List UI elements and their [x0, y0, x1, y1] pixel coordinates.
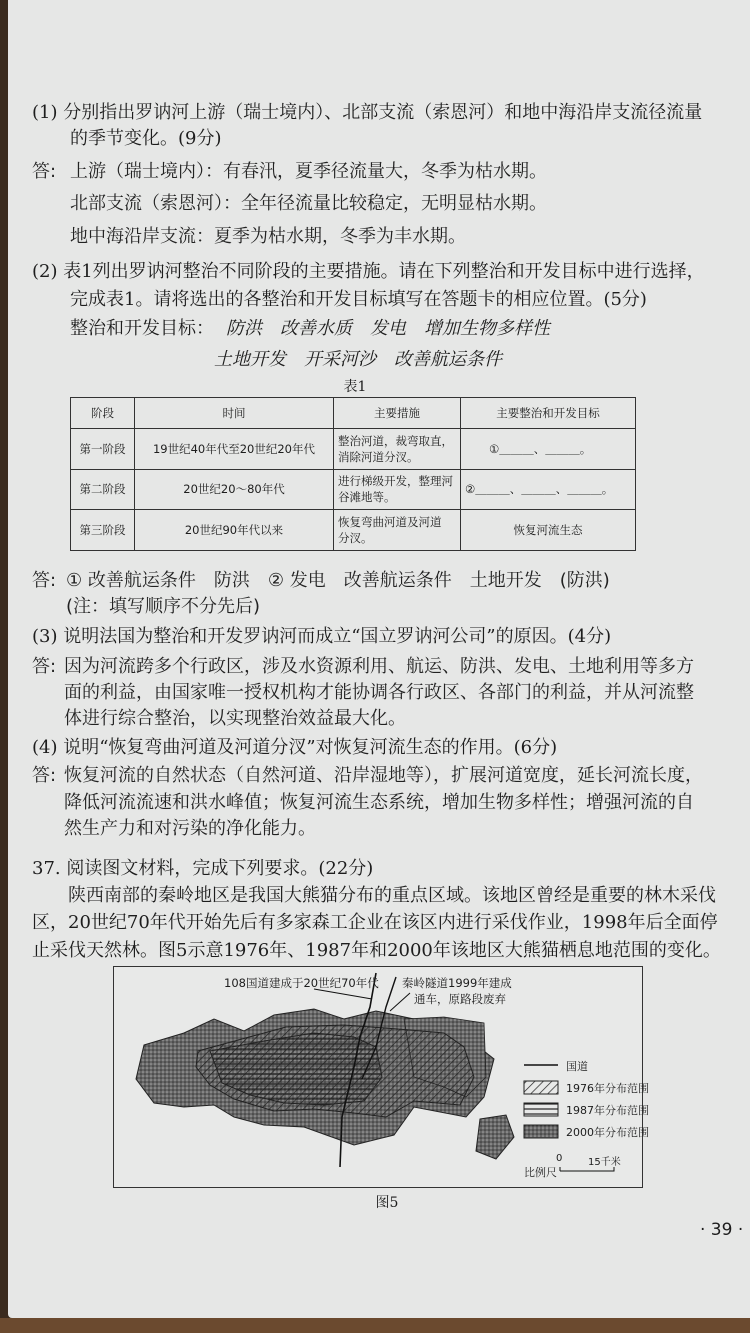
measure-text: 谷滩地等。 [338, 490, 396, 505]
q3-answer-2: 面的利益，由国家唯一授权机构才能协调各行政区、各部门的利益，并从河流整 [64, 682, 694, 703]
q37-title: 37. 阅读图文材料，完成下列要求。(22分) [32, 858, 374, 879]
q1-answer-3: 地中海沿岸支流：夏季为枯水期，冬季为丰水期。 [70, 226, 466, 247]
measure-text: 进行梯级开发，整理河 [338, 474, 453, 489]
scale-km: 15千米 [588, 1157, 621, 1168]
q3-answer-3: 体进行综合整治，以实现整治效益最大化。 [64, 708, 406, 729]
q1-answer-1: 上游（瑞士境内）：有春汛，夏季径流量大，冬季为枯水期。 [70, 161, 547, 182]
q37-para-line1: 陕西南部的秦岭地区是我国大熊猫分布的重点区域。该地区曾经是重要的林木采伐 [68, 885, 716, 906]
measure-cell [334, 469, 461, 510]
goal-cell: 恢复河流生态 [461, 510, 636, 551]
table-row [71, 429, 636, 470]
q4-answer-prefix: 答: [32, 765, 57, 786]
scale-label: 比例尺 [524, 1166, 557, 1179]
q1-line2: 的季节变化。(9分) [70, 128, 222, 149]
table-header-row [71, 398, 636, 429]
goal-cell: ①＿＿＿、＿＿＿。 [461, 429, 636, 470]
col-header: 主要措施 [334, 398, 461, 429]
q2-line1: (2) 表1列出罗讷河整治不同阶段的主要措施。请在下列整治和开发目标中进行选择， [32, 261, 705, 282]
measure-text: 整治河道，裁弯取直， [338, 433, 453, 448]
measure-text: 消除河道分汊。 [338, 449, 419, 464]
q1-line1: (1) 分别指出罗讷河上游（瑞士境内）、北部支流（索恩河）和地中海沿岸支流径流量 [32, 102, 703, 123]
time-cell: 20世纪90年代以来 [135, 510, 334, 551]
q2-answer-prefix: 答: [32, 570, 57, 591]
page-number: · 39 · [700, 1220, 744, 1240]
callout-tunnel-2: 通车，原路段废弃 [414, 992, 506, 1006]
q2-line2: 完成表1。请将选出的各整治和开发目标填写在答题卡的相应位置。(5分) [70, 289, 647, 310]
q2-answer-note: (注：填写顺序不分先后) [66, 596, 261, 617]
col-header: 阶段 [71, 398, 135, 429]
legend-1987-symbol [524, 1103, 558, 1116]
callout-leader-b [390, 993, 410, 1011]
legend-1976-symbol [524, 1081, 558, 1094]
desk-edge [0, 1318, 750, 1333]
q1-answer-2: 北部支流（索恩河）：全年径流量比较稳定，无明显枯水期。 [70, 193, 547, 214]
q3-answer-1: 因为河流跨多个行政区，涉及水资源利用、航运、防洪、发电、土地利用等多方 [64, 656, 694, 677]
callout-108-road: 108国道建成于20世纪70年代 [224, 976, 379, 990]
legend-2000-symbol [524, 1125, 558, 1138]
q3-answer-prefix: 答: [32, 656, 57, 677]
time-cell: 19世纪40年代至20世纪20年代 [135, 429, 334, 470]
figure-5-map [113, 966, 649, 1188]
goal-cell: ②＿＿＿、＿＿＿、＿＿＿。 [461, 469, 636, 510]
stage-cell: 第一阶段 [71, 429, 135, 470]
legend-1987-label: 1987年分布范围 [566, 1104, 649, 1117]
stage-cell: 第三阶段 [71, 510, 135, 551]
col-header: 主要整治和开发目标 [461, 398, 636, 429]
q2-goals-row2: 土地开发 开采河沙 改善航运条件 [214, 349, 502, 370]
range-2000-islet [476, 1115, 514, 1159]
q1-answer-prefix: 答: [32, 161, 57, 182]
measure-text: 分汊。 [338, 531, 373, 546]
q2-goals-row1: 防洪 改善水质 发电 增加生物多样性 [226, 318, 550, 339]
measure-text: 恢复弯曲河道及河道 [338, 515, 442, 530]
q4-line1: (4) 说明“恢复弯曲河道及河道分汊”对恢复河流生态的作用。(6分) [32, 737, 558, 758]
habitat-map-svg [114, 967, 642, 1187]
measure-cell [334, 429, 461, 470]
q4-answer-2: 降低河流流速和洪水峰值；恢复河流生态系统，增加生物多样性；增强河流的自 [64, 792, 694, 813]
callout-tunnel-1: 秦岭隧道1999年建成 [402, 976, 512, 990]
table-1 [70, 397, 636, 551]
q37-para-line2: 区，20世纪70年代开始先后有多家森工企业在该区内进行采伐作业，1998年后全面停 [32, 912, 718, 933]
measure-cell [334, 510, 461, 551]
q2-goals-label: 整治和开发目标： [70, 318, 214, 339]
time-cell: 20世纪20～80年代 [135, 469, 334, 510]
scale-zero: 0 [556, 1153, 563, 1164]
figure-5-caption: 图5 [375, 1195, 399, 1211]
legend-2000-label: 2000年分布范围 [566, 1126, 649, 1139]
q4-answer-3: 然生产力和对污染的净化能力。 [64, 818, 316, 839]
table-row [71, 469, 636, 510]
q3-line1: (3) 说明法国为整治和开发罗讷河而成立“国立罗讷河公司”的原因。(4分) [32, 626, 612, 647]
legend-road-label: 国道 [566, 1060, 588, 1073]
col-header: 时间 [135, 398, 334, 429]
stage-cell: 第二阶段 [71, 469, 135, 510]
q2-answer: ① 改善航运条件 防洪 ② 发电 改善航运条件 土地开发 (防洪) [66, 570, 610, 591]
table-row [71, 510, 636, 551]
q37-para-line3: 止采伐天然林。图5示意1976年、1987年和2000年该地区大熊猫栖息地范围的变化。 [32, 940, 721, 961]
legend-1976-label: 1976年分布范围 [566, 1082, 649, 1095]
table1-caption: 表1 [343, 379, 367, 395]
q4-answer-1: 恢复河流的自然状态（自然河道、沿岸湿地等），扩展河道宽度，延长河流长度， [64, 765, 703, 786]
